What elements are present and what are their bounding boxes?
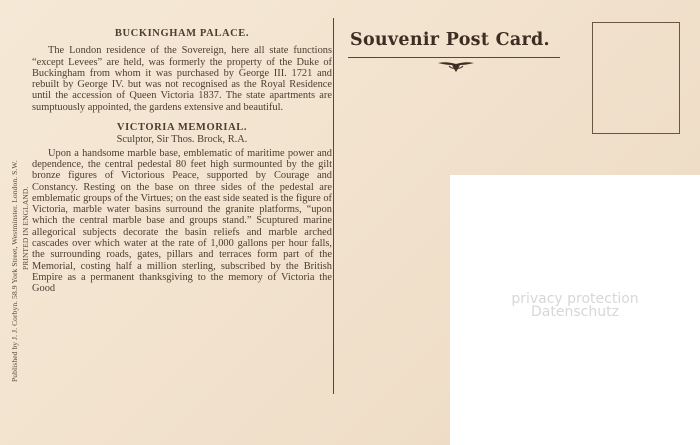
- title-underline: [348, 57, 560, 58]
- card-title: Souvenir Post Card.: [350, 30, 550, 50]
- memorial-sculptor: Sculptor, Sir Thos. Brock, R.A.: [116, 134, 248, 146]
- buckingham-text: The London residence of the Sovereign, here all state functions “except Levees” are held, was formerly the property of the Duke of Buckingham from whom it was purchased by George III. 1721 and rebuilt by George IV. but was not recognised as the Royal Residence until the accession of Queen Victoria 1837. The state apartments are sumptuously appointed, the gardens extensive and beautiful.: [32, 45, 332, 113]
- memorial-heading: VICTORIA MEMORIAL.: [116, 122, 248, 134]
- buckingham-heading: BUCKINGHAM PALACE.: [114, 28, 250, 39]
- publisher-imprint: [4, 40, 34, 390]
- memorial-text: Upon a handsome marble base, emblematic of maritime power and dependence, the central pedestal 80 feet high surmounted by the gilt bronze figures of Victorious Peace, supported by Courage and Constancy. Resting on the base on three sides of the pedestal are emblematic groups of the Virtues; on the east side seated is the figure of Victoria, marble water basins surround the granite platforms, “upon which the central marble base and groups stand.” Scuptured marine allegorical subjects decorate the basin reliefs and marble arched cascades over which water at the rate of 1,000 gallons per hour falls, the surrounding roads, gates, pillars and terraces form part of the Memorial, costing half a million sterling, subscribed by the British Empire as a permanent thanksgiving to the memory of Victoria the Good: [32, 147, 332, 295]
- privacy-protection-label: privacy protection: [511, 291, 639, 307]
- description-column: [32, 28, 332, 295]
- fleuron-ornament-icon: [436, 60, 476, 74]
- privacy-protection-overlay: [450, 175, 700, 445]
- imprint-line-2: PRINTED IN ENGLAND.: [21, 186, 30, 270]
- datenschutz-label: Datenschutz: [531, 304, 619, 320]
- stamp-placeholder-box: [592, 22, 680, 134]
- imprint-line-1: Published by J. J. Corbyn. 58.9 York Street, Westminster. London. S.W.: [10, 160, 19, 382]
- center-divider-line: [333, 18, 334, 394]
